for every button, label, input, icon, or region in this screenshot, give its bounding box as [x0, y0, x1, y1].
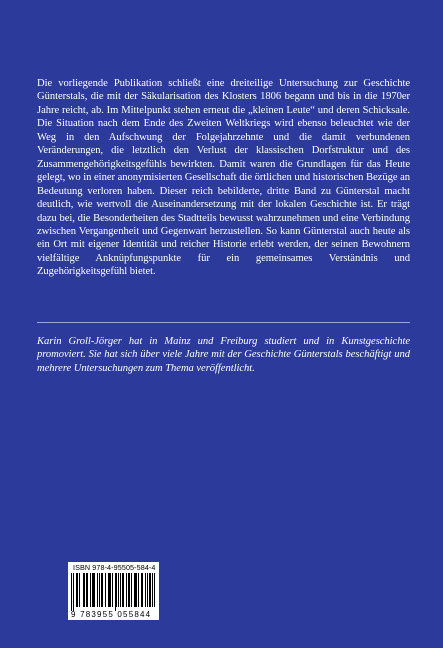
barcode-bar	[93, 573, 94, 607]
barcode-bar	[131, 573, 132, 607]
barcode-bar	[142, 573, 143, 607]
barcode-bars	[71, 573, 156, 611]
barcode-bar	[128, 573, 129, 607]
ean-digits: 9 783955 055844	[71, 610, 152, 619]
barcode-bar	[122, 573, 123, 607]
book-description	[37, 77, 410, 279]
barcode-bar	[110, 573, 111, 607]
barcode-bar	[97, 573, 98, 607]
barcode-bar	[94, 573, 95, 607]
barcode-bar	[79, 573, 80, 607]
barcode-bar	[108, 573, 109, 607]
barcode-bar	[154, 573, 155, 607]
barcode-bar	[83, 573, 84, 607]
barcode-bar	[129, 573, 130, 607]
barcode-bar	[123, 573, 124, 607]
barcode-bar	[86, 573, 87, 607]
barcode-bar	[101, 573, 102, 607]
barcode-bar	[136, 573, 137, 607]
barcode-bar	[135, 573, 136, 607]
barcode-bar	[99, 573, 100, 607]
barcode-bar	[102, 573, 103, 607]
barcode-bar	[138, 573, 139, 607]
barcode-bar	[115, 573, 116, 611]
barcode-bar	[152, 573, 153, 607]
barcode-bar	[84, 573, 85, 607]
barcode-bar	[77, 573, 78, 607]
barcode-bar	[134, 573, 135, 607]
barcode-bar	[90, 573, 91, 607]
barcode-bar	[120, 573, 121, 607]
barcode-bar	[71, 573, 72, 611]
barcode-bar	[112, 573, 113, 607]
author-bio-paragraph: Karin Groll-Jörger hat in Mainz und Freiburg studiert und in Kunstgeschichte promoviert. Sie hat sich über viele Jahre mit der Geschichte Günterstals beschäftigt und mehrere Untersuchungen zum Thema veröffentlicht.	[37, 336, 410, 374]
isbn-label: ISBN 978-4-95505-584-4	[73, 563, 156, 572]
barcode-bar	[149, 573, 150, 607]
author-bio	[37, 335, 410, 375]
barcode-bar	[109, 573, 110, 607]
section-divider	[37, 322, 410, 323]
barcode-bar	[76, 573, 77, 607]
barcode-bar	[147, 573, 148, 607]
barcode-bar	[118, 573, 119, 607]
barcode-bar	[150, 573, 151, 607]
barcode-bar	[105, 573, 106, 607]
barcode-bar	[145, 573, 146, 607]
barcode-bar	[116, 573, 117, 607]
barcode-bar	[92, 573, 93, 607]
barcode-bar	[126, 573, 127, 607]
barcode-bar	[87, 573, 88, 607]
description-paragraph: Die vorliegende Publikation schließt eine dreiteilige Untersuchung zur Geschichte Günterstals, die mit der Säkularisation des Klosters 1806 begann und bis in die 1970er Jahre reicht, ab. Im Mittelpunkt stehen erneut die „kleinen Leute“ und deren Schicksale. Die Situation nach dem Ende des Zweiten Weltkriegs wird ebenso beleuchtet wie der Weg in den Aufschwung der Folgejahrzehnte und die damit verbundenen Veränderungen, die letztlich den Verlust der klassischen Dorfstruktur und des Zusammengehörigkeitsgefühls bewirkten. Damit waren die Grundlagen für das Heute gelegt, wo in einer anonymisierten Gesellschaft die örtlichen und historischen Bezüge an Bedeutung verloren haben. Dieser reich bebilderte, dritte Band zu Günterstal macht deutlich, wie wertvoll die Auseinandersetzung mit der lokalen Geschichte ist. Er trägt dazu bei, die Besonderheiten des Stadtteils bewusst wahrzunehmen und eine Verbindung zwischen Vergangenheit und Gegenwart herzustellen. So kann Günterstal auch heute als ein Ort mit eigener Identität und reicher Historie erlebt werden, der seinen Bewohnern vielfältige Anknüpfungspunkte für ein gemeinsames Verständnis und Zugehörigkeitsgefühl bietet.	[37, 78, 410, 278]
barcode-bar	[73, 573, 74, 611]
isbn-barcode	[68, 562, 159, 620]
barcode-bar	[141, 573, 142, 607]
